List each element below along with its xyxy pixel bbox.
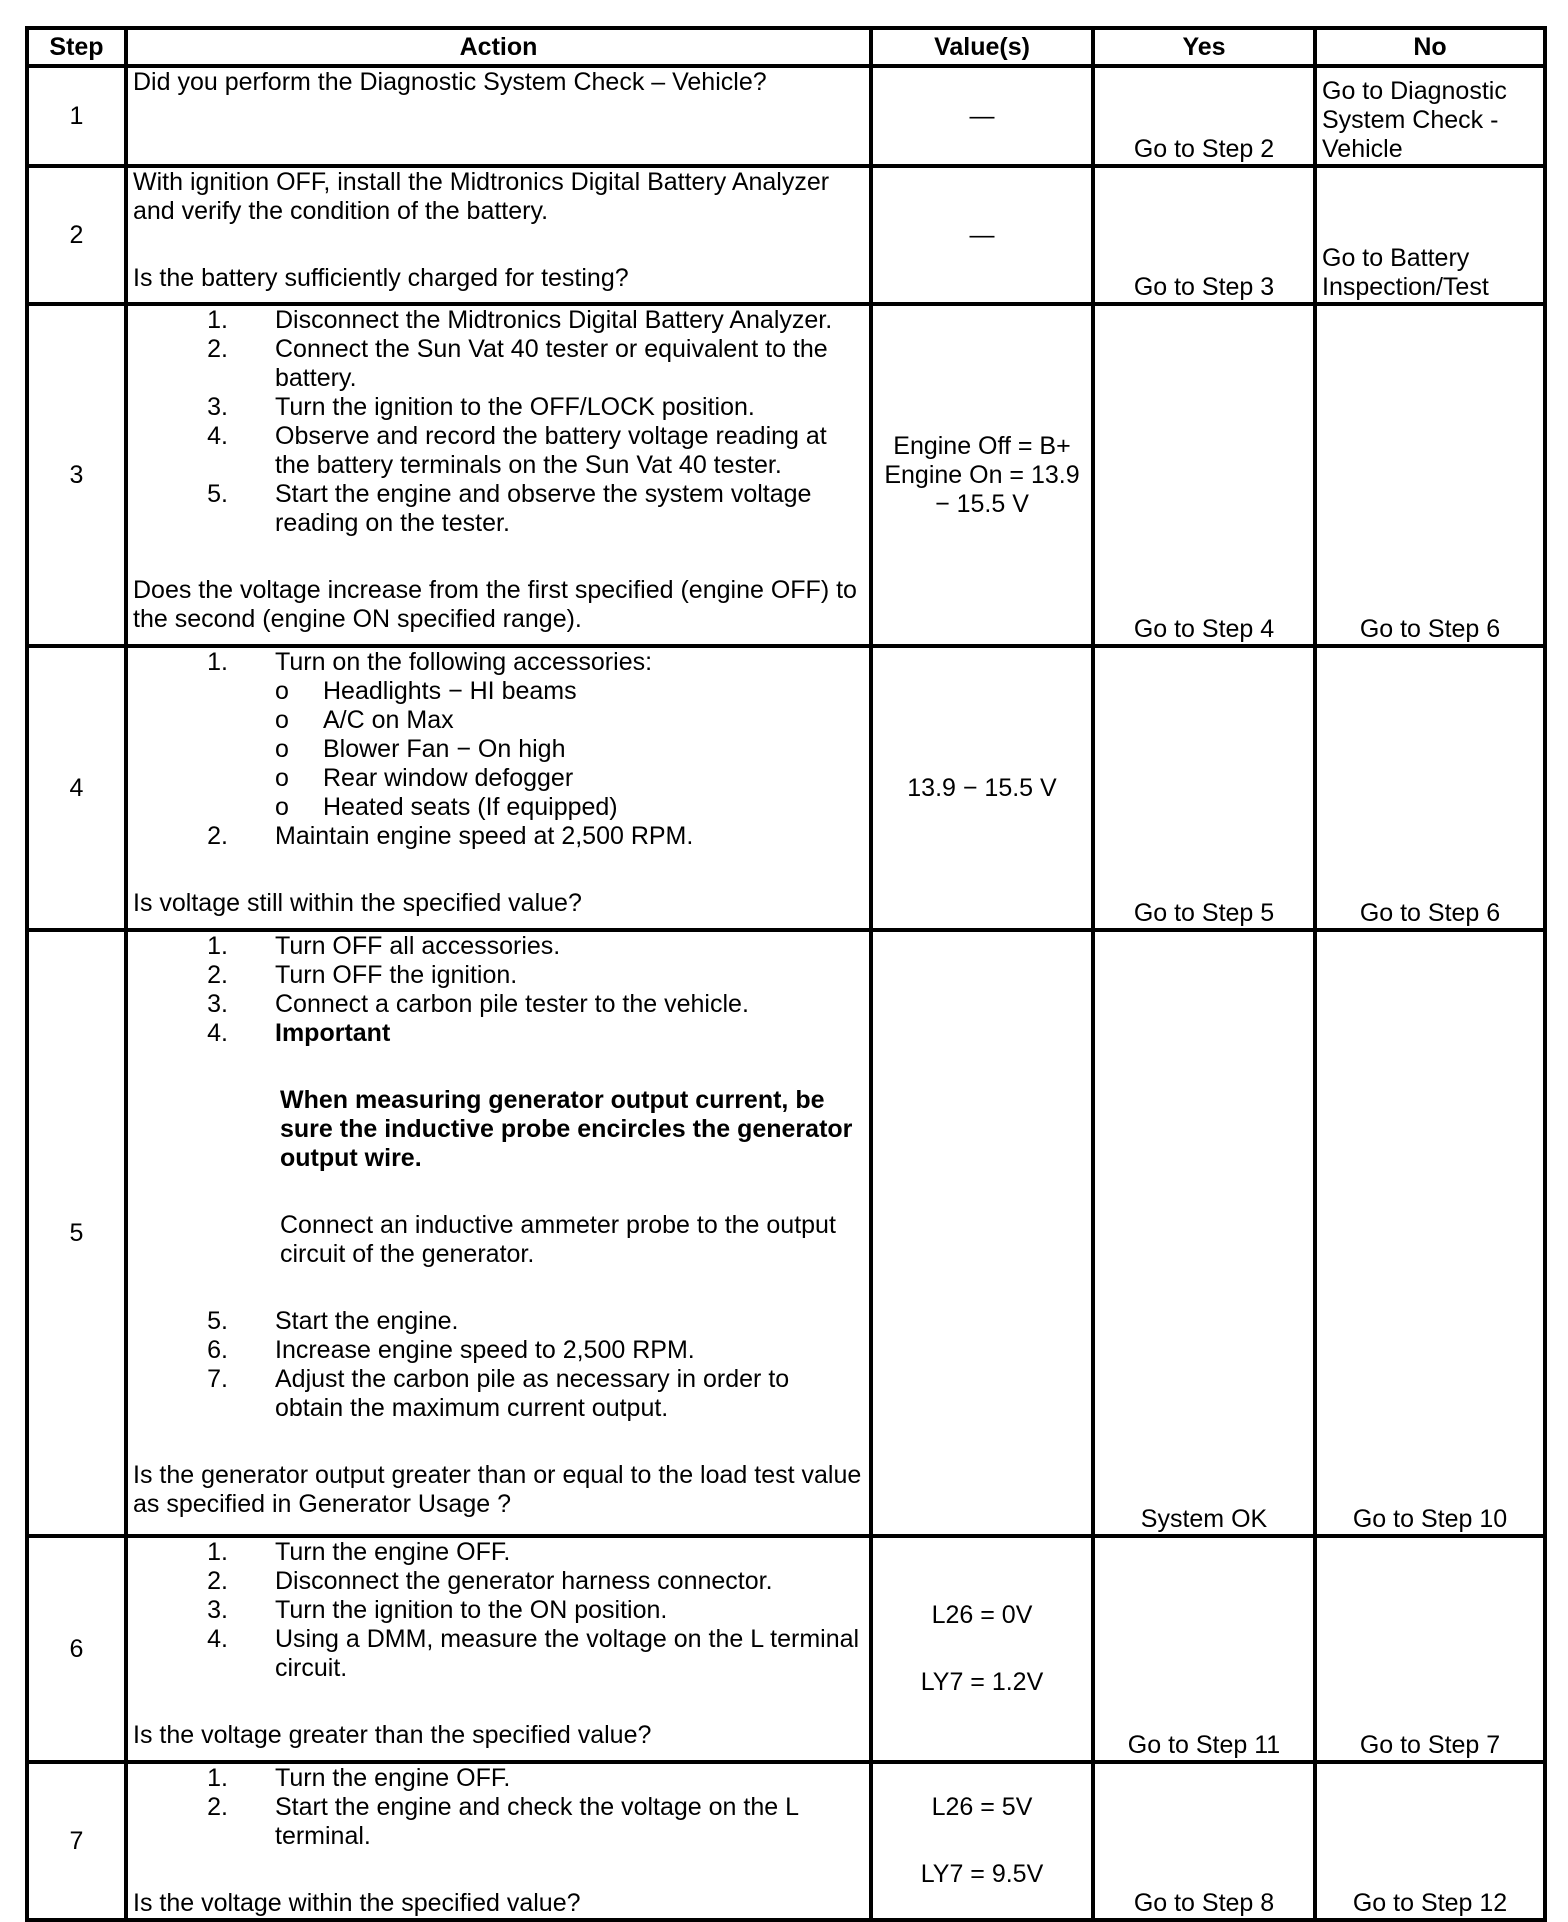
yes-cell: Go to Step 5 — [1093, 646, 1315, 930]
sub-list-item: o Rear window defogger — [275, 764, 864, 793]
list-item: 2 . Turn OFF the ignition. — [133, 961, 864, 990]
action-question: Is the voltage within the specified value? — [133, 1889, 581, 1917]
header-yes: Yes — [1093, 28, 1315, 66]
table-row — [27, 304, 1545, 646]
sub-list-item: o Headlights − HI beams — [275, 677, 864, 706]
list-item: 6 . Increase engine speed to 2,500 RPM. — [133, 1336, 864, 1365]
step-number: 7 — [27, 1762, 126, 1920]
table-row — [27, 1762, 1545, 1920]
step-list — [133, 648, 864, 851]
value-cell: — — [871, 66, 1093, 166]
step-list — [133, 1538, 864, 1683]
no-cell: Go to Diagnostic System Check - Vehicle — [1315, 66, 1545, 166]
action-cell — [126, 1762, 871, 1920]
no-cell: Go to Step 10 — [1315, 930, 1545, 1536]
list-item: 5 . Start the engine. — [133, 1307, 864, 1336]
value-line: LY7 = 9.5V — [920, 1860, 1044, 1888]
value-cell: 13.9 − 15.5 V — [871, 646, 1093, 930]
no-cell: Go to Step 7 — [1315, 1536, 1545, 1762]
value-cell — [871, 1762, 1093, 1920]
action-question: Is the battery sufficiently charged for testing? — [133, 264, 629, 292]
table-row — [27, 930, 1545, 1536]
step-list — [133, 1307, 864, 1423]
probe-instruction: Connect an inductive ammeter probe to the output circuit of the generator. — [280, 1211, 836, 1268]
action-cell — [126, 166, 871, 304]
action-question: Is voltage still within the specified value? — [133, 889, 582, 917]
yes-cell: Go to Step 4 — [1093, 304, 1315, 646]
value-cell: — — [871, 166, 1093, 304]
value-cell — [871, 304, 1093, 646]
value-line: Engine On = 13.9 − 15.5 V — [884, 460, 1080, 518]
list-item: 1 . Turn on the following accessories: o Headlights − HI beams o A/C on Max o Blower Fan − On high o Rear window defogger o Heated seats (If equipped) — [133, 648, 864, 822]
action-question: Did you perform the Diagnostic System Check – Vehicle? — [133, 68, 767, 96]
step-number: 3 — [27, 304, 126, 646]
header-action: Action — [126, 28, 871, 66]
diagnostic-table — [25, 26, 1547, 1922]
no-cell: Go to Step 6 — [1315, 304, 1545, 646]
list-item: 1 . Disconnect the Midtronics Digital Battery Analyzer. — [133, 306, 864, 335]
important-note: When measuring generator output current, be sure the inductive probe encircles the generator output wire. — [280, 1086, 853, 1172]
header-no: No — [1315, 28, 1545, 66]
value-cell — [871, 1536, 1093, 1762]
list-item: 2 . Maintain engine speed at 2,500 RPM. — [133, 822, 864, 851]
table-row — [27, 646, 1545, 930]
list-item: 5 . Start the engine and observe the system voltage reading on the tester. — [133, 480, 864, 538]
value-cell — [871, 930, 1093, 1536]
action-cell — [126, 304, 871, 646]
value-line: L26 = 5V — [931, 1793, 1033, 1821]
sub-list-item: o Heated seats (If equipped) — [275, 793, 864, 822]
yes-cell: System OK — [1093, 930, 1315, 1536]
table-row — [27, 66, 1545, 166]
list-item: 4 . Important — [133, 1019, 864, 1048]
step-number: 2 — [27, 166, 126, 304]
sub-list-item: o A/C on Max — [275, 706, 864, 735]
sub-list-item: o Blower Fan − On high — [275, 735, 864, 764]
action-cell — [126, 1536, 871, 1762]
action-cell — [126, 646, 871, 930]
action-intro: With ignition OFF, install the Midtronics Digital Battery Analyzer and verify the condition of the battery. — [133, 168, 830, 225]
header-row — [27, 28, 1545, 66]
action-question: Is the voltage greater than the specified value? — [133, 1721, 652, 1749]
list-item: 3 . Turn the ignition to the OFF/LOCK position. — [133, 393, 864, 422]
value-line: L26 = 0V — [931, 1601, 1033, 1629]
step-number: 4 — [27, 646, 126, 930]
yes-cell: Go to Step 2 — [1093, 66, 1315, 166]
list-item-text: Turn on the following accessories: — [275, 648, 653, 676]
list-item: 4 . Using a DMM, measure the voltage on the L terminal circuit. — [133, 1625, 864, 1683]
no-cell: Go to Step 6 — [1315, 646, 1545, 930]
no-cell: Go to Battery Inspection/Test — [1315, 166, 1545, 304]
value-line: LY7 = 1.2V — [920, 1668, 1044, 1696]
step-list — [133, 932, 864, 1048]
list-item: 1 . Turn the engine OFF. — [133, 1538, 864, 1567]
value-line: Engine Off = B+ — [893, 431, 1071, 460]
list-item: 2 . Disconnect the generator harness connector. — [133, 1567, 864, 1596]
list-item: 1 . Turn OFF all accessories. — [133, 932, 864, 961]
list-item: 3 . Connect a carbon pile tester to the vehicle. — [133, 990, 864, 1019]
sub-list — [275, 677, 864, 822]
header-values: Value(s) — [871, 28, 1093, 66]
step-number: 5 — [27, 930, 126, 1536]
list-item: 1 . Turn the engine OFF. — [133, 1764, 864, 1793]
table-row — [27, 166, 1545, 304]
step-number: 6 — [27, 1536, 126, 1762]
header-step: Step — [27, 28, 126, 66]
action-question: Does the voltage increase from the first specified (engine OFF) to the second (engine ON specified range). — [133, 576, 857, 633]
list-item: 7 . Adjust the carbon pile as necessary in order to obtain the maximum current output. — [133, 1365, 864, 1423]
list-item: 4 . Observe and record the battery voltage reading at the battery terminals on the Sun Vat 40 tester. — [133, 422, 864, 480]
yes-cell: Go to Step 8 — [1093, 1762, 1315, 1920]
step-list — [133, 306, 864, 538]
step-number: 1 — [27, 66, 126, 166]
list-item: 3 . Turn the ignition to the ON position. — [133, 1596, 864, 1625]
no-cell: Go to Step 12 — [1315, 1762, 1545, 1920]
action-cell — [126, 66, 871, 166]
list-item: 2 . Start the engine and check the voltage on the L terminal. — [133, 1793, 864, 1851]
yes-cell: Go to Step 11 — [1093, 1536, 1315, 1762]
action-question: Is the generator output greater than or equal to the load test value as specified in Generator Usage ? — [133, 1461, 862, 1518]
step-list — [133, 1764, 864, 1851]
table-row — [27, 1536, 1545, 1762]
action-cell — [126, 930, 871, 1536]
list-item: 2 . Connect the Sun Vat 40 tester or equivalent to the battery. — [133, 335, 864, 393]
yes-cell: Go to Step 3 — [1093, 166, 1315, 304]
